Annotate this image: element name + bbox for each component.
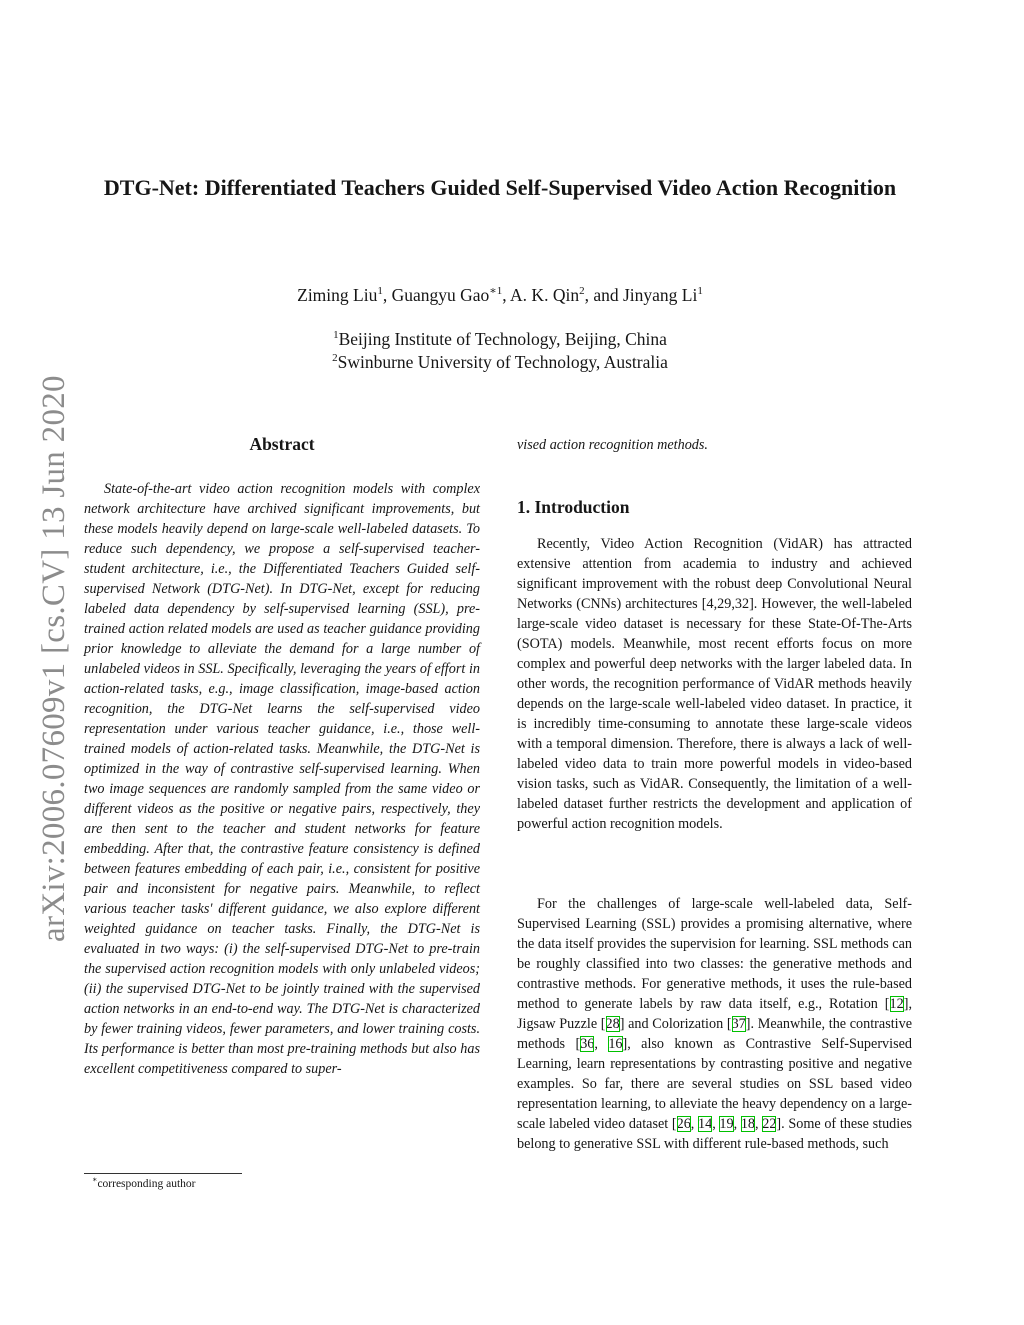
footnote-text: corresponding author: [97, 1178, 196, 1190]
paper-title: DTG-Net: Differentiated Teachers Guided Self-Supervised Video Action Recognition: [103, 175, 897, 200]
paragraph-text: ], also known as Contrastive Self-Supervised Learning, learn representations by contrasting positive and negative examples. So far, there are several studies on SSL based video representation learning, to alleviate the heavy dependency on a large-scale labeled video dataset [: [517, 1036, 912, 1132]
paragraph-text: ,: [733, 1116, 741, 1132]
paragraph-text: ], Jigsaw Puzzle [: [517, 996, 912, 1032]
arxiv-identifier: arXiv:2006.07609v1 [cs.CV] 13 Jun 2020: [36, 375, 72, 942]
intro-paragraph-2: [517, 894, 912, 1154]
citation-link[interactable]: 14: [698, 1116, 713, 1132]
footnote-mark: ∗: [92, 1175, 98, 1184]
author-list: [100, 285, 900, 306]
author-name: Jinyang Li: [622, 285, 698, 305]
author-name: A. K. Qin: [510, 285, 580, 305]
paragraph-text: ,: [690, 1116, 699, 1132]
footnote-divider: [84, 1173, 242, 1174]
paragraph-text: ,: [594, 1036, 609, 1052]
paragraph-text: ]. Meanwhile, the contrastive methods [: [517, 1016, 912, 1052]
paragraph-text: ] and Colorization [: [619, 1016, 732, 1032]
citation-link[interactable]: 22: [762, 1116, 777, 1132]
citation-link[interactable]: 26: [676, 1116, 691, 1132]
footnote: [92, 1175, 196, 1190]
citation-link[interactable]: 19: [719, 1116, 734, 1132]
paragraph-text: ,: [712, 1116, 720, 1132]
citation-link[interactable]: 16: [608, 1036, 623, 1052]
paragraph-text: ,: [755, 1116, 763, 1132]
affiliation-text: Beijing Institute of Technology, Beijing, China: [338, 329, 667, 349]
abstract-heading: Abstract: [249, 434, 315, 454]
citation-link[interactable]: 37: [731, 1016, 746, 1032]
affiliation-text: Swinburne University of Technology, Australia: [337, 352, 668, 372]
author-name: Guangyu Gao: [391, 285, 490, 305]
author-affil-mark: 2: [579, 285, 585, 297]
paragraph-text: For the challenges of large-scale well-labeled data, Self-Supervised Learning (SSL) provides a promising alternative, where the data itself provides the supervision for learning. SSL methods can be roughly classified into two classes: the generative methods and contrastive methods. For generative methods, it uses the rule-based method to generate labels by raw data itself, e.g., Rotation [: [517, 896, 912, 1012]
affiliation-number: 2: [332, 352, 338, 364]
author-affil-mark: 1: [697, 285, 703, 297]
author-separator: ,: [502, 285, 511, 305]
section-heading-introduction: 1. Introduction: [517, 497, 630, 517]
affiliation-number: 1: [333, 329, 339, 341]
author-affil-mark: ∗1: [489, 285, 503, 297]
citation-link[interactable]: 36: [580, 1036, 595, 1052]
citation-link[interactable]: 12: [889, 996, 904, 1012]
author-separator: ,: [382, 285, 392, 305]
abstract-continuation: vised action recognition methods.: [517, 437, 708, 453]
citation-link[interactable]: 28: [605, 1016, 620, 1032]
affiliation: [100, 329, 900, 350]
abstract-body: State-of-the-art video action recognition models with complex network architecture have archived significant improvements, but these models heavily depend on large-scale well-labeled datasets. To reduce such dependency, we propose a self-supervised teacher-student architecture, i.e., the Differentiated Teachers Guided self-supervised Network (DTG-Net). In DTG-Net, except for reducing labeled data dependency by self-supervised learning (SSL), pre-trained action related models are used as teacher guidance providing prior knowledge to alleviate the demand for a large number of unlabeled videos in SSL. Specifically, leveraging the years of effort in action-related tasks, e.g., image classification, image-based action recognition, the DTG-Net learns the self-supervised video representation under various teacher guidance, i.e., those well-trained models of action-related tasks. Meanwhile, the DTG-Net is optimized in the way of contrastive self-supervised learning. When two image sequences are randomly sampled from the same video or different videos as the positive or negative pairs, respectively, they are then sent to the teacher and student networks for feature embedding. After that, the contrastive feature consistency is defined between features embedding of each pair, i.e., consistent for positive pair and inconsistent for negative pairs. Meanwhile, to reflect various teacher tasks' different guidance, we also explore different weighted guidance on teacher tasks. Finally, the DTG-Net is evaluated in two ways: (i) the self-supervised DTG-Net to pre-train the supervised action recognition models with only unlabeled videos; (ii) the supervised DTG-Net to be jointly trained with the supervised action networks in an end-to-end way. The DTG-Net is characterized by fewer training videos, fewer parameters, and lower training costs. Its performance is better than most pre-training methods but also has excellent competitiveness compared to super-: [84, 481, 480, 1077]
affiliation: [100, 352, 900, 373]
citation-link[interactable]: 18: [740, 1116, 756, 1132]
author-name: Ziming Liu: [297, 285, 378, 305]
intro-paragraph-1: Recently, Video Action Recognition (VidAR) has attracted extensive attention from academia to industry and achieved significant improvement with the robust deep Convolutional Neural Networks (CNNs) architectures [4,29,32]. However, the well-labeled large-scale video dataset is necessary for these State-Of-The-Arts (SOTA) models. Meanwhile, most recent efforts focus on more complex and powerful deep networks with the larger labeled data. In other words, the recognition performance of VidAR methods heavily depends on the large-scale well-labeled video dataset. In practice, it is incredibly time-consuming to annotate these large-scale videos with a temporal dimension. Therefore, there is always a lack of well-labeled video data to train more powerful models in video-based vision tasks, such as VidAR. Consequently, the limitation of a well-labeled dataset further restricts the development and application of powerful action recognition models.: [517, 536, 912, 832]
author-separator: , and: [584, 285, 623, 305]
paragraph-text: ]. Some of these studies belong to generative SSL with different rule-based methods, such: [517, 1116, 913, 1152]
author-affil-mark: 1: [377, 285, 383, 297]
